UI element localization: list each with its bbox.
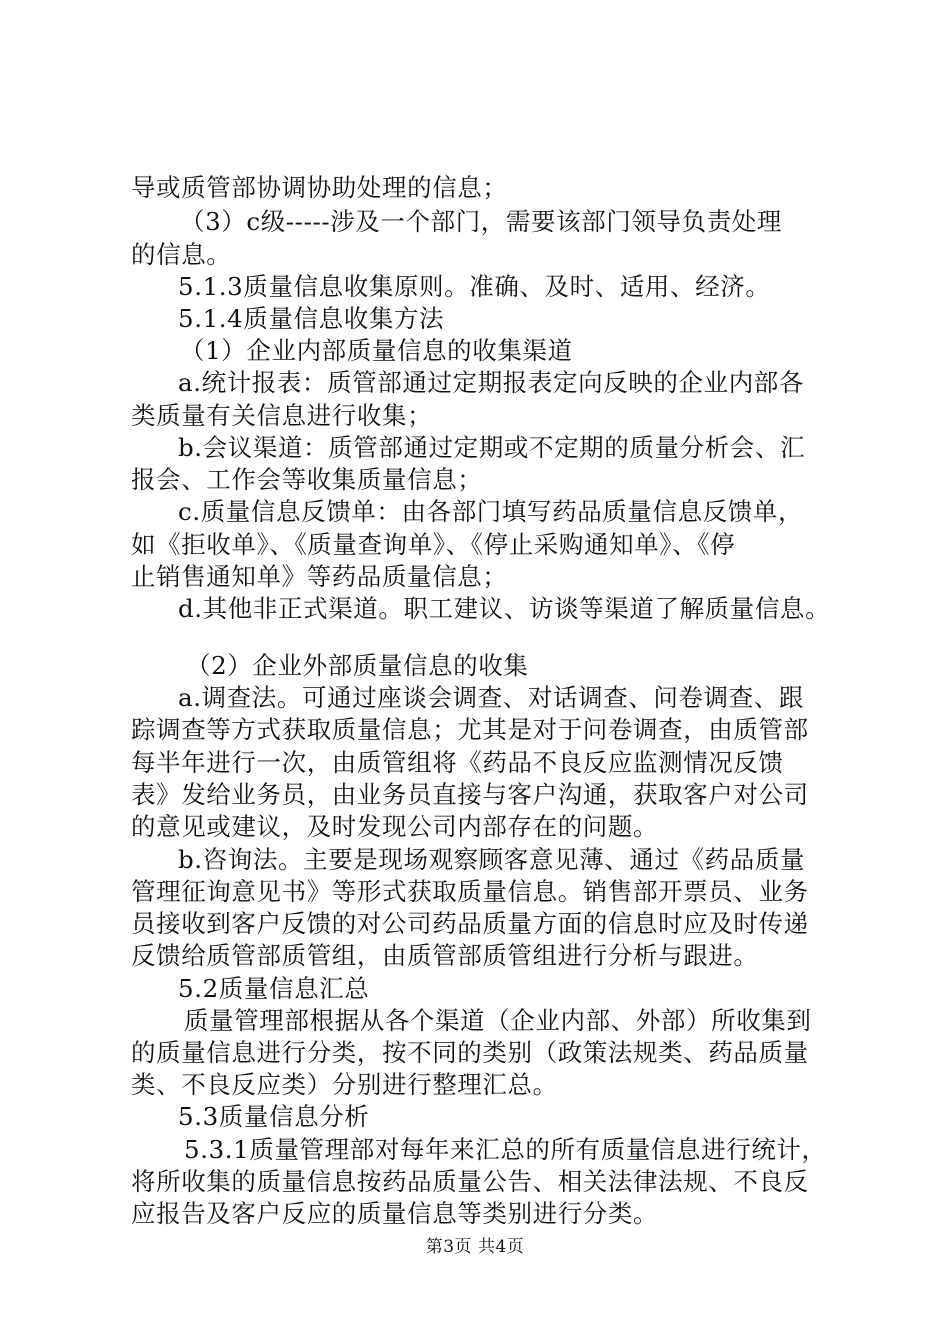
text-line: c.质量信息反馈单：由各部门填写药品质量信息反馈单， <box>178 497 804 526</box>
text-line: a.统计报表：质管部通过定期报表定向反映的企业内部各 <box>178 368 804 397</box>
text-line: 将所收集的质量信息按药品质量公告、相关法律法规、不良反 <box>131 1167 809 1196</box>
text-line: a.调查法。可通过座谈会调查、对话调查、问卷调查、跟 <box>178 683 804 712</box>
text-line: 的意见或建议，及时发现公司内部存在的问题。 <box>131 812 659 841</box>
text-line: 踪调查等方式获取质量信息；尤其是对于问卷调查，由质管部 <box>131 715 809 744</box>
text-line: 如《拒收单》、《质量查询单》、《停止采购通知单》、《停 <box>131 530 736 559</box>
text-line: 每半年进行一次，由质管组将《药品不良反应监测情况反馈 <box>131 748 784 777</box>
text-line: 止销售通知单》等药品质量信息； <box>131 562 508 591</box>
text-line: d.其他非正式渠道。职工建议、访谈等渠道了解质量信息。 <box>178 594 831 623</box>
text-line: 管理征询意见书》等形式获取质量信息。销售部开票员、业务 <box>131 877 809 906</box>
text-line: 类、不良反应类）分别进行整理汇总。 <box>131 1070 558 1099</box>
text-line: 5.1.3质量信息收集原则。准确、及时、适用、经济。 <box>178 272 771 301</box>
text-line: （2）企业外部质量信息的收集 <box>186 651 529 680</box>
text-line: 反馈给质管部质管组，由质管部质管组进行分析与跟进。 <box>131 941 759 970</box>
text-line: （1）企业内部质量信息的收集渠道 <box>180 336 573 365</box>
text-line: 5.3.1质量管理部对每年来汇总的所有质量信息进行统计， <box>184 1135 827 1164</box>
text-line: b.咨询法。主要是现场观察顾客意见薄、通过《药品质量 <box>178 845 806 874</box>
text-line: 5.1.4质量信息收集方法 <box>178 304 445 333</box>
section-heading: 5.3质量信息分析 <box>178 1102 370 1131</box>
text-line: 的信息。 <box>131 240 232 269</box>
text-line: 的质量信息进行分类，按不同的类别（政策法规类、药品质量 <box>131 1038 809 1067</box>
text-line: 员接收到客户反馈的对公司药品质量方面的信息时应及时传递 <box>131 909 809 938</box>
page-footer: 第3页 共4页 <box>425 1237 525 1257</box>
text-line: （3）c级-----涉及一个部门，需要该部门领导负责处理 <box>180 207 782 236</box>
text-line: 报会、工作会等收集质量信息； <box>131 465 483 494</box>
text-line: 导或质管部协调协助处理的信息； <box>131 173 508 202</box>
text-line: 表》发给业务员，由业务员直接与客户沟通，获取客户对公司 <box>131 780 809 809</box>
text-line: 质量管理部根据从各个渠道（企业内部、外部）所收集到 <box>184 1006 812 1035</box>
text-line: b.会议渠道：质管部通过定期或不定期的质量分析会、汇 <box>178 433 806 462</box>
section-heading: 5.2质量信息汇总 <box>178 974 370 1003</box>
text-line: 类质量有关信息进行收集； <box>131 401 433 430</box>
text-line: 应报告及客户反应的质量信息等类别进行分类。 <box>131 1199 659 1228</box>
